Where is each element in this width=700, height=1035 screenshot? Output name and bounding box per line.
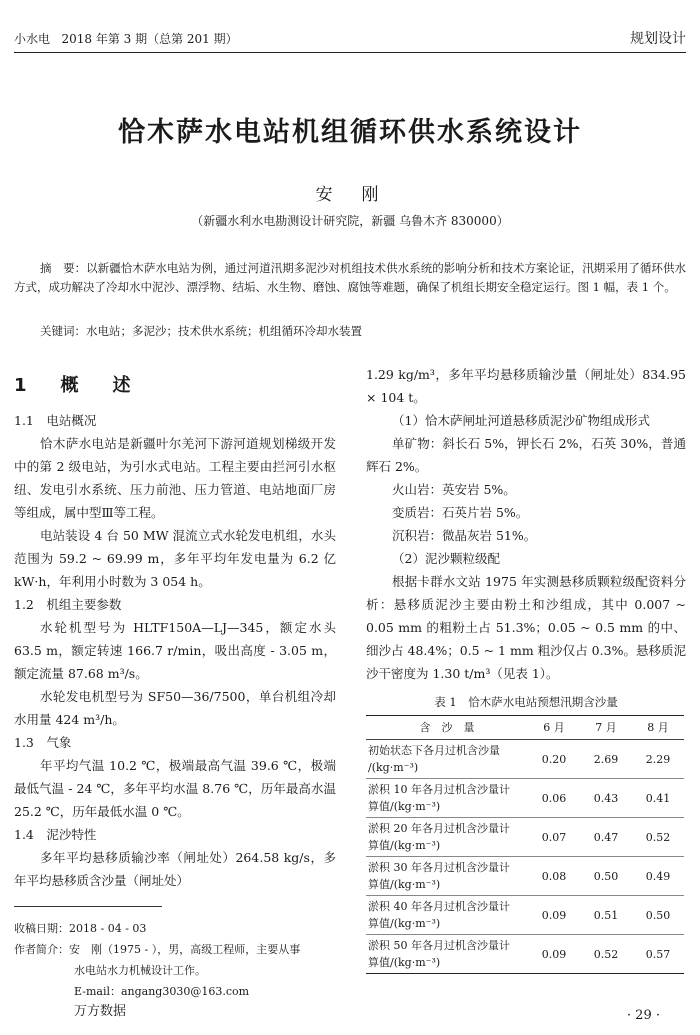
section-heading-overview: 1 概 述 xyxy=(14,375,139,396)
right-column xyxy=(366,363,686,974)
subsection-heading: 1.4 泥沙特性 xyxy=(14,827,97,842)
author-bio: 作者简介：安 刚（1975 - ），男，高级工程师，主要从事 xyxy=(14,943,301,956)
table-cell-desc: 初始状态下各月过机含沙量 /(kg·m⁻³) xyxy=(366,740,528,779)
column-name: 规划设计 xyxy=(630,31,686,47)
table-row xyxy=(366,740,684,779)
paragraph: 变质岩：石英片岩 5%。 xyxy=(392,505,529,520)
paragraph: 根据卡群水文站 1975 年实测悬移质颗粒级配资料分析：悬移质泥沙主要由粉土和沙组成，其中 0.007 ~ 0.05 mm 的粗粉土占 51.3%；0.05 ~ 0.5 mm 的中、细沙占 48.4%；0.5 ~ 1 mm 粗沙仅占 0.3%。悬移质泥沙干密度为 1.30 t/m³（见表 1）。 xyxy=(366,574,686,681)
table-cell: 0.52 xyxy=(580,935,632,974)
table-row xyxy=(366,818,684,857)
table-cell-desc: 淤积 40 年各月过机含沙量计 算值/(kg·m⁻³) xyxy=(366,896,528,935)
table-row xyxy=(366,857,684,896)
paragraph: 沉积岩：微晶灰岩 51%。 xyxy=(392,528,537,543)
paragraph: （2）泥沙颗粒级配 xyxy=(392,551,500,566)
table-cell: 0.20 xyxy=(528,740,580,779)
paragraph: 单矿物：斜长石 5%，钾长石 2%，石英 30%，普通辉石 2%。 xyxy=(366,436,686,474)
journal-issue xyxy=(14,30,238,47)
table-header-cell: 含 沙 量 xyxy=(366,716,528,740)
paragraph: 恰木萨水电站是新疆叶尔羌河下游河道规划梯级开发中的第 2 级电站，为引水式电站。工程主要由拦河引水枢纽、发电引水系统、压力前池、压力管道、电站地面厂房等组成，属中型Ⅲ等工程。 xyxy=(14,436,336,520)
running-header xyxy=(14,26,686,52)
sediment-table xyxy=(366,715,684,974)
footnote-rule xyxy=(14,906,162,907)
table-cell: 0.41 xyxy=(632,779,684,818)
table-header-cell: 7 月 xyxy=(580,716,632,740)
table-cell: 0.08 xyxy=(528,857,580,896)
table-cell-desc: 淤积 50 年各月过机含沙量计 算值/(kg·m⁻³) xyxy=(366,935,528,974)
table-cell: 0.43 xyxy=(580,779,632,818)
table-cell-desc: 淤积 10 年各月过机含沙量计 算值/(kg·m⁻³) xyxy=(366,779,528,818)
table-cell: 0.49 xyxy=(632,857,684,896)
table-header-cell: 8 月 xyxy=(632,716,684,740)
author-email: E-mail：angang3030@163.com xyxy=(74,985,250,998)
table-cell: 0.09 xyxy=(528,935,580,974)
table-row xyxy=(366,779,684,818)
keywords: 关键词：水电站；多泥沙；技术供水系统；机组循环冷却水装置 xyxy=(40,324,362,338)
paragraph: 电站装设 4 台 50 MW 混流立式水轮发电机组，水头范围为 59.2 ~ 69.99 m，多年平均年发电量为 6.2 亿 kW·h，年利用小时数为 3 054 h。 xyxy=(14,528,336,589)
paragraph: 年平均气温 10.2 ℃，极端最高气温 39.6 ℃，极端最低气温 - 24 ℃，多年平均水温 8.76 ℃，历年最高水温 25.2 ℃，历年最低水温 0 ℃。 xyxy=(14,758,336,819)
article-title: 恰木萨水电站机组循环供水系统设计 xyxy=(118,117,582,148)
author-name: 安 刚 xyxy=(315,185,385,205)
table-cell: 0.50 xyxy=(580,857,632,896)
table-cell: 0.06 xyxy=(528,779,580,818)
footnotes xyxy=(14,918,344,1002)
left-column xyxy=(14,363,336,892)
journal-name: 小水电 xyxy=(14,32,51,46)
table-cell: 0.50 xyxy=(632,896,684,935)
paragraph: 火山岩：英安岩 5%。 xyxy=(392,482,516,497)
table-cell: 0.47 xyxy=(580,818,632,857)
paragraph: （1）恰木萨闸址河道悬移质泥沙矿物组成形式 xyxy=(392,413,650,428)
table-row xyxy=(366,896,684,935)
table-cell: 2.69 xyxy=(580,740,632,779)
table-cell: 0.52 xyxy=(632,818,684,857)
author-bio-cont: 水电站水力机械设计工作。 xyxy=(74,964,206,977)
table-caption: 表 1 恰木萨水电站预想汛期含沙量 xyxy=(434,695,618,709)
abstract: 摘 要：以新疆恰木萨水电站为例，通过河道汛期多泥沙对机组技术供水系统的影响分析和技术方案论证，汛期采用了循环供水方式，成功解决了冷却水中泥沙、漂浮物、结垢、水生物、磨蚀、腐蚀等难题，确保了机组长期安全稳定运行。图 1 幅，表 1 个。 xyxy=(14,261,686,294)
page-number: · 29 · xyxy=(626,1008,660,1023)
paragraph: 1.29 kg/m³，多年平均悬移质输沙量（闸址处）834.95 × 104 t。 xyxy=(366,367,686,405)
paragraph: 水轮发电机型号为 SF50—36/7500，单台机组冷却水用量 424 m³/h。 xyxy=(14,689,336,727)
wanfang-watermark: 万方数据 xyxy=(74,1004,127,1019)
table-cell: 0.09 xyxy=(528,896,580,935)
subsection-heading: 1.3 气象 xyxy=(14,735,72,750)
received-date: 收稿日期：2018 - 04 - 03 xyxy=(14,922,147,935)
header-rule xyxy=(14,52,686,53)
table-header-cell: 6 月 xyxy=(528,716,580,740)
table-cell: 0.57 xyxy=(632,935,684,974)
table-cell: 0.07 xyxy=(528,818,580,857)
subsection-heading: 1.1 电站概况 xyxy=(14,413,97,428)
table-row xyxy=(366,935,684,974)
author-affiliation: （新疆水利水电勘测设计研究院，新疆 乌鲁木齐 830000） xyxy=(191,214,509,228)
table-cell-desc: 淤积 30 年各月过机含沙量计 算值/(kg·m⁻³) xyxy=(366,857,528,896)
issue-number: 2018 年第 3 期（总第 201 期） xyxy=(61,32,238,46)
subsection-heading: 1.2 机组主要参数 xyxy=(14,597,122,612)
paragraph: 多年平均悬移质输沙率（闸址处）264.58 kg/s，多年平均悬移质含沙量（闸址处） xyxy=(14,850,336,888)
table-cell-desc: 淤积 20 年各月过机含沙量计 算值/(kg·m⁻³) xyxy=(366,818,528,857)
table-cell: 2.29 xyxy=(632,740,684,779)
paragraph: 水轮机型号为 HLTF150A—LJ—345，额定水头 63.5 m，额定转速 166.7 r/min，吸出高度 - 3.05 m，额定流量 87.68 m³/s。 xyxy=(14,620,336,681)
table-header-row xyxy=(366,716,684,740)
table-cell: 0.51 xyxy=(580,896,632,935)
